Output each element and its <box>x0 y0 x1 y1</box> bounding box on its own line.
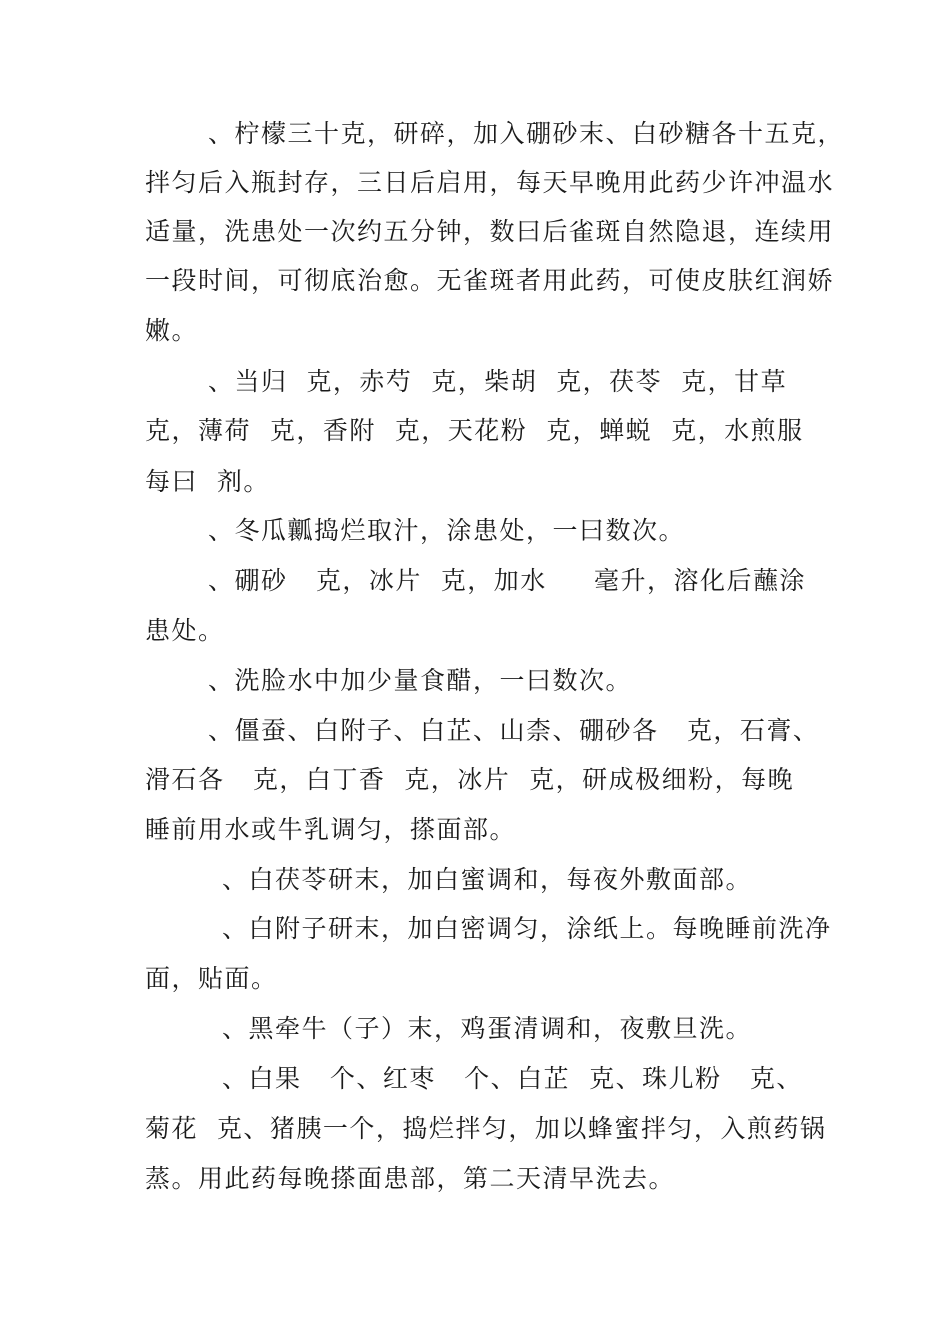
text-line: 菊花 克、猪胰一个，捣烂拌匀，加以蜂蜜拌匀，入煎药锅 <box>145 1114 827 1143</box>
text-line: 每曰 剂。 <box>145 467 270 496</box>
text-line: 滑石各 克，白丁香 克，冰片 克，研成极细粉，每晚 <box>145 765 795 794</box>
text-line: 、硼砂 克，冰片 克，加水 毫升，溶化后蘸涂 <box>208 566 806 595</box>
text-line: 、黑牵牛（子）末，鸡蛋清调和，夜敷旦洗。 <box>222 1014 753 1043</box>
text-line: 一段时间，可彻底治愈。无雀斑者用此药，可使皮肤红润娇 <box>145 266 835 295</box>
text-line: 拌匀后入瓶封存，三日后启用，每天早晚用此药少许冲温水 <box>145 168 835 197</box>
text-line: 克，薄荷 克，香附 克，天花粉 克，蝉蜕 克，水煎服 <box>145 416 804 445</box>
text-line: 、白附子研末，加白密调匀，涂纸上。每晚睡前洗净 <box>222 914 832 943</box>
text-line: 、当归 克，赤芍 克，柴胡 克，茯苓 克，甘草 <box>208 367 788 396</box>
text-line: 、僵蚕、白附子、白芷、山柰、硼砂各 克，石膏、 <box>208 716 820 745</box>
text-line: 、白果 个、红枣 个、白芷 克、珠儿粉 克、 <box>222 1064 803 1093</box>
text-line: 蒸。用此药每晚搽面患部，第二天清早洗去。 <box>145 1164 676 1193</box>
text-line: 、白茯苓研末，加白蜜调和，每夜外敷面部。 <box>222 865 753 894</box>
text-line: 适量，洗患处一次约五分钟，数曰后雀斑自然隐退，连续用 <box>145 217 835 246</box>
text-line: 睡前用水或牛乳调匀，搽面部。 <box>145 815 517 844</box>
text-line: 嫩。 <box>145 316 199 345</box>
text-line: 、柠檬三十克，研碎，加入硼砂末、白砂糖各十五克， <box>208 119 845 148</box>
text-line: 面，贴面。 <box>145 964 278 993</box>
text-line: 、洗脸水中加少量食醋，一曰数次。 <box>208 666 633 695</box>
text-line: 、冬瓜瓤捣烂取汁，涂患处，一曰数次。 <box>208 516 686 545</box>
text-line: 患处。 <box>145 616 225 645</box>
